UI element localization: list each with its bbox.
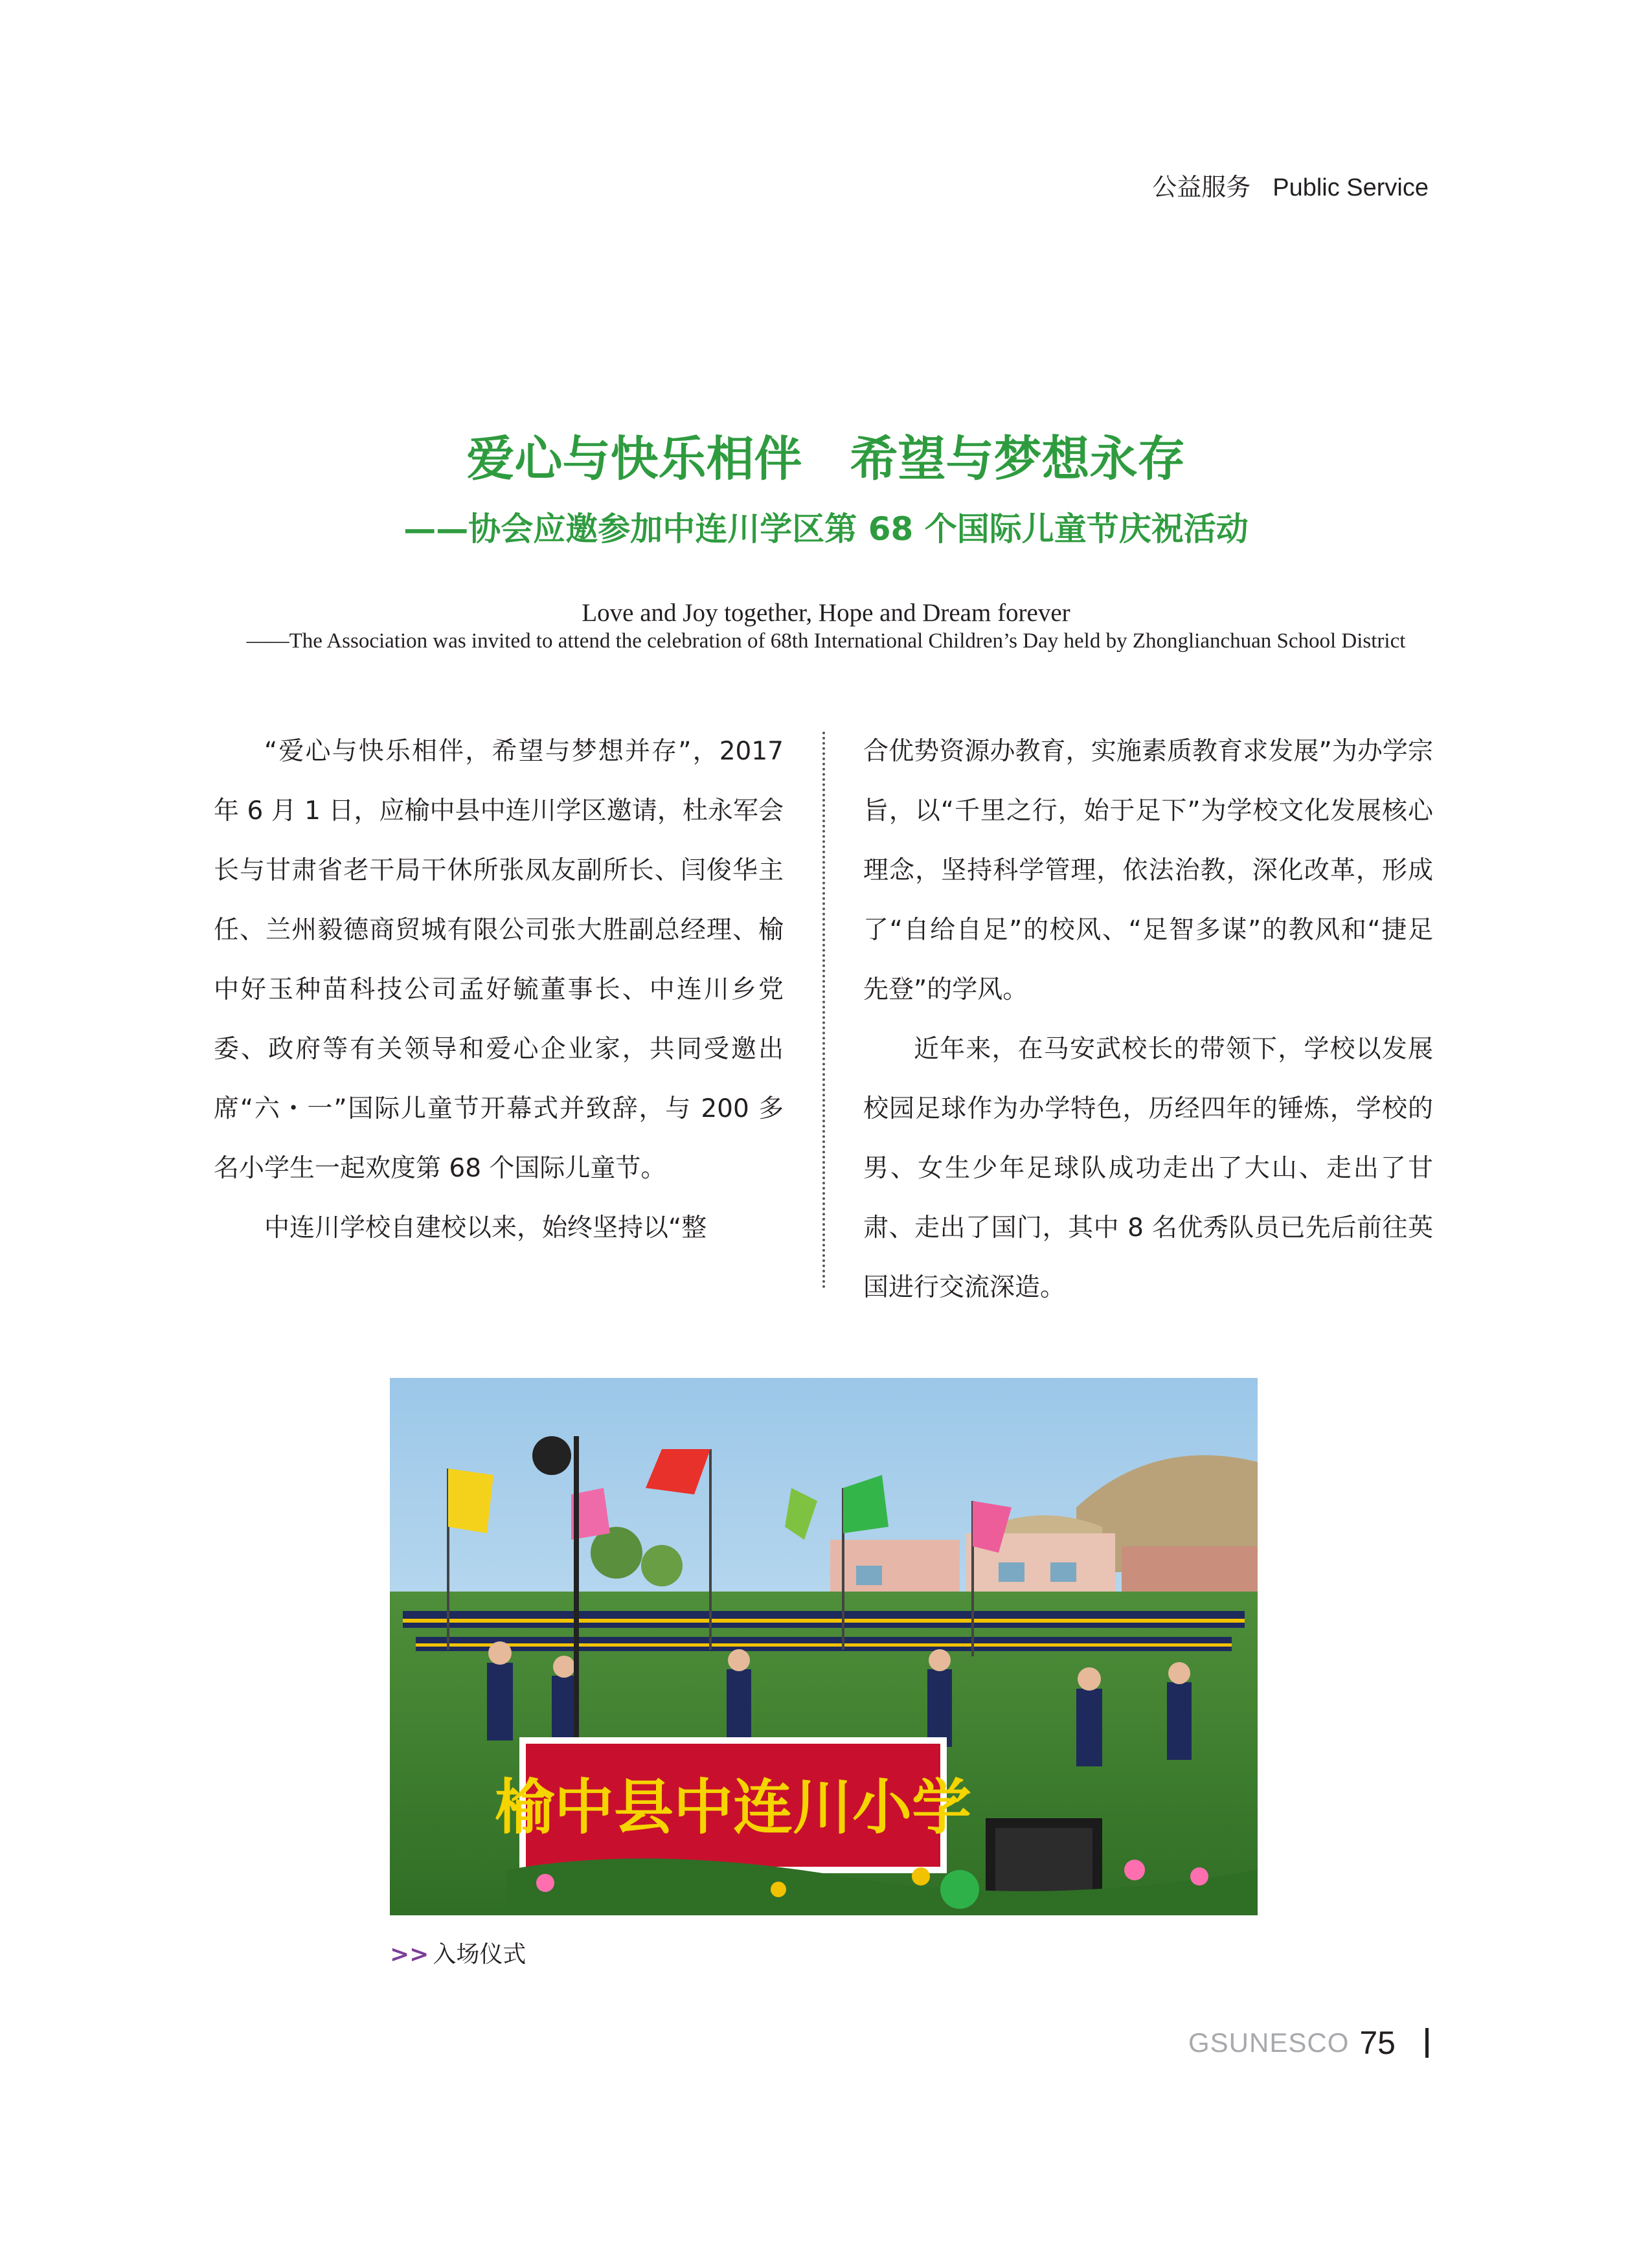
footer-bar bbox=[1425, 2028, 1429, 2058]
paragraph: 合优势资源办教育，实施素质教育求发展”为办学宗旨，以“千里之行，始于足下”为学校文化发展核心理念，坚持科学管理，依法治教，深化改革，形成了“自给自足”的校风、“足智多谋”的教风和“捷足先登”的学风。 bbox=[863, 737, 1433, 1004]
paragraph: 中连川学校自建校以来，始终坚持以“整 bbox=[264, 1213, 707, 1243]
english-subtitle: ——The Association was invited to attend the celebration of 68th International Children’s Day held by Zhonglianchuan School District bbox=[246, 629, 1406, 653]
page-number: 75 bbox=[1359, 2025, 1396, 2061]
column-divider bbox=[822, 732, 825, 1289]
article-title: 爱心与快乐相伴 希望与梦想永存 bbox=[466, 431, 1186, 487]
paragraph: 近年来，在马安武校长的带领下，学校以发展校园足球作为办学特色，历经四年的锤炼，学校的男、女生少年足球队成功走出了大山、走出了甘肃、走出了国门，其中 8 名优秀队员已先后前往英国进行交流深造。 bbox=[863, 1035, 1433, 1302]
section-header bbox=[1152, 167, 1429, 203]
ceremony-photo bbox=[390, 1378, 1258, 1915]
section-name-cn: 公益服务 bbox=[1152, 173, 1251, 201]
page-footer bbox=[1188, 2023, 1429, 2062]
school-banner-text: 榆中县中连川小学 bbox=[494, 1772, 972, 1842]
caption-marker: >> bbox=[390, 1941, 429, 1968]
caption-text: 入场仪式 bbox=[433, 1941, 526, 1968]
right-column bbox=[863, 722, 1433, 1318]
article-subtitle: ——协会应邀参加中连川学区第 68 个国际儿童节庆祝活动 bbox=[403, 510, 1249, 548]
section-name-en: Public Service bbox=[1273, 174, 1429, 201]
footer-brand: GSUNESCO bbox=[1188, 2027, 1350, 2058]
ceremony-photo-illustration bbox=[390, 1378, 1258, 1915]
english-title: Love and Joy together, Hope and Dream forever bbox=[582, 599, 1070, 627]
left-column bbox=[214, 722, 784, 1258]
photo-caption bbox=[390, 1936, 526, 1969]
paragraph: “爱心与快乐相伴，希望与梦想并存”，2017 年 6 月 1 日，应榆中县中连川学区邀请，杜永军会长与甘肃省老干局干休所张凤友副所长、闫俊华主任、兰州毅德商贸城有限公司张大胜副总经理、榆中好玉种苗科技公司孟好毓董事长、中连川乡党委、政府等有关领导和爱心企业家，共同受邀出席“六・一”国际儿童节开幕式并致辞，与 200 多名小学生一起欢度第 68 个国际儿童节。 bbox=[214, 737, 784, 1183]
